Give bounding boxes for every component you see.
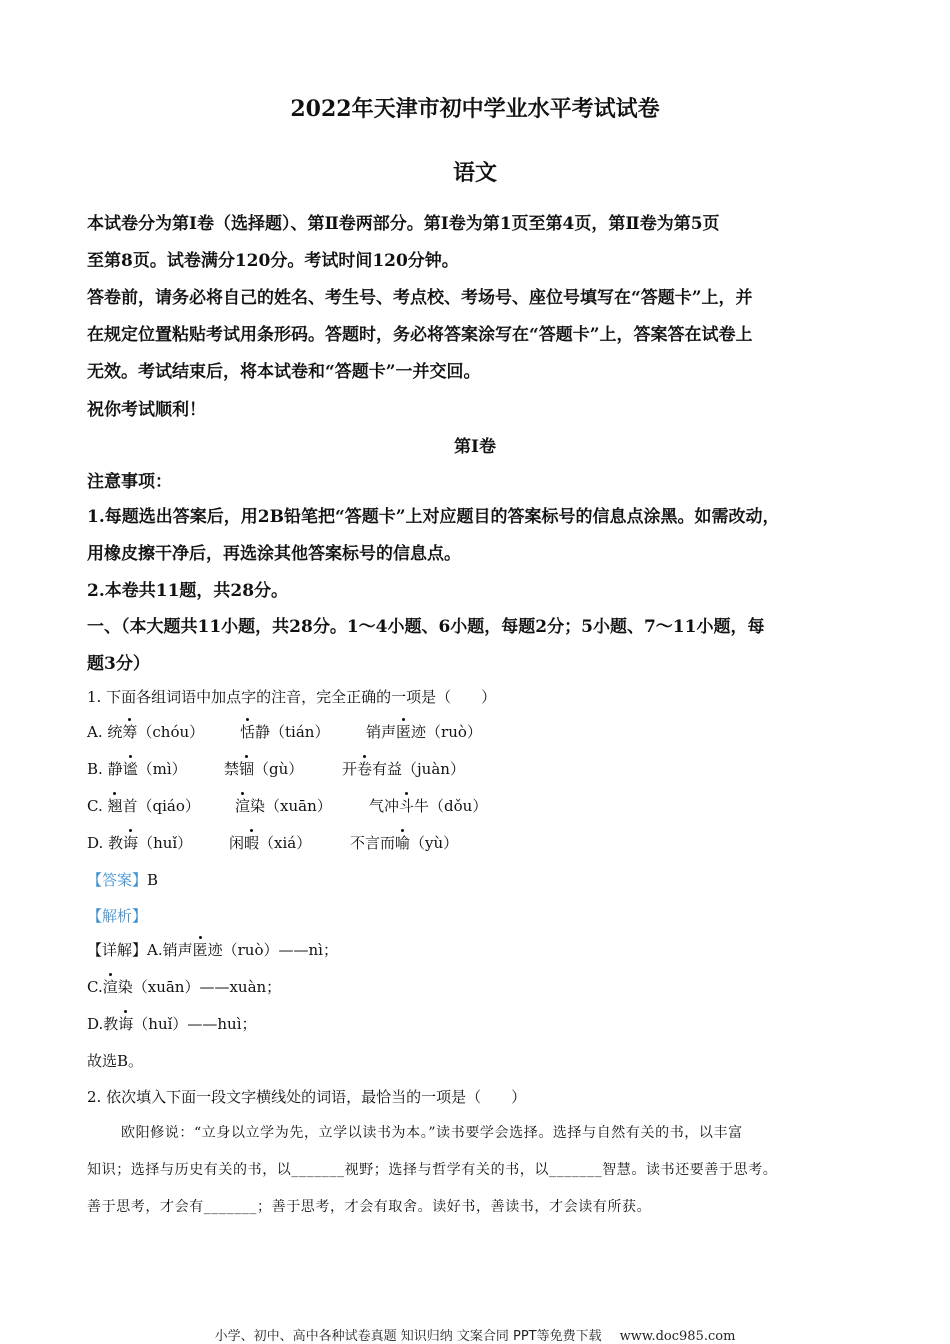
detail-line-d: D.教诲（huǐ）——huì； bbox=[87, 1015, 257, 1033]
conclusion: 故选B。 bbox=[87, 1052, 144, 1070]
option-label: C. bbox=[87, 797, 108, 815]
question-1-option-d-word-3: 不言而喻（yù） bbox=[350, 834, 459, 852]
question-1-option-a-word-3: 销声匿迹（ruò） bbox=[366, 723, 482, 741]
subject-title: 语文 bbox=[452, 160, 497, 186]
dotted-character: 斗 bbox=[399, 797, 415, 815]
dotted-character: 诲 bbox=[118, 1015, 134, 1033]
question-1-option-d: D. 教诲（huǐ） bbox=[87, 834, 193, 852]
option-label: B. bbox=[87, 760, 108, 778]
dotted-character: 锢 bbox=[239, 760, 255, 778]
intro-line-5: 无效。考试结束后，将本试卷和“答题卡”一并交回。 bbox=[87, 362, 481, 382]
dotted-character: 渲 bbox=[235, 797, 251, 815]
footer-text: 小学、初中、高中各种试卷真题 知识归纳 文案合同 PPT等免费下载 bbox=[214, 1329, 602, 1344]
note-1-line-1: 1.每题选出答案后，用2B铅笔把“答题卡”上对应题目的答案标号的信息点涂黑。如需改动， bbox=[87, 507, 780, 527]
dotted-character: 筹 bbox=[122, 723, 138, 741]
question-2-stem: 2. 依次填入下面一段文字横线处的词语，最恰当的一项是（ ） bbox=[87, 1088, 527, 1106]
question-1-option-a-word-2: 恬静（tián） bbox=[240, 723, 330, 741]
part1-heading: 第Ⅰ卷 bbox=[454, 437, 496, 457]
passage-line-2: 知识；选择与历史有关的书，以_______视野；选择与哲学有关的书，以_______智慧。读书还要善于思考。 bbox=[87, 1162, 778, 1178]
option-label: A. bbox=[87, 723, 108, 741]
question-1-option-c-word-2: 渲染（xuān） bbox=[235, 797, 332, 815]
passage-line-3: 善于思考，才会有_______；善于思考，才会有取舍。读好书，善读书，才会读有所获。 bbox=[87, 1199, 652, 1215]
question-1-option-c-word-3: 气冲斗牛（dǒu） bbox=[369, 797, 488, 815]
note-1-line-2: 用橡皮擦干净后，再选涂其他答案标号的信息点。 bbox=[87, 544, 461, 564]
intro-line-6: 祝你考试顺利！ bbox=[87, 400, 206, 420]
answer-line bbox=[87, 869, 158, 890]
dotted-character: 谧 bbox=[122, 760, 138, 778]
dotted-character: 诲 bbox=[123, 834, 139, 852]
dotted-character: 匿 bbox=[396, 723, 412, 741]
dotted-character: 恬 bbox=[240, 723, 256, 741]
intro-line-4: 在规定位置粘贴考试用条形码。答题时，务必将答案涂写在“答题卡”上，答案答在试卷上 bbox=[87, 325, 753, 345]
question-1-stem: 1. 下面各组词语中加点字的注音，完全正确的一项是（ ） bbox=[87, 688, 497, 706]
question-1-option-a: A. 统筹（chóu） bbox=[87, 723, 205, 741]
question-1-option-c: C. 翘首（qiáo） bbox=[87, 797, 200, 815]
intro-line-3: 答卷前，请务必将自己的姓名、考生号、考点校、考场号、座位号填写在“答题卡”上，并 bbox=[87, 288, 753, 308]
dotted-character: 卷 bbox=[357, 760, 373, 778]
section-one-line-2: 题3分） bbox=[87, 654, 150, 674]
dotted-character: 暇 bbox=[244, 834, 260, 852]
detail-line-a: 【详解】A.销声匿迹（ruò）——nì； bbox=[87, 941, 338, 959]
dotted-character: 翘 bbox=[107, 797, 123, 815]
option-label: D. bbox=[87, 834, 109, 852]
answer-value: B bbox=[147, 871, 159, 889]
notes-title: 注意事项： bbox=[87, 472, 172, 492]
question-1-option-b-word-3: 开卷有益（juàn） bbox=[342, 760, 465, 778]
footer-url[interactable]: www.doc985.com bbox=[619, 1329, 736, 1344]
dotted-character: 匿 bbox=[192, 941, 208, 959]
answer-tag: 【答案】 bbox=[87, 871, 148, 889]
analysis-tag: 【解析】 bbox=[87, 907, 148, 925]
page-footer bbox=[0, 1325, 950, 1344]
question-1-option-d-word-2: 闲暇（xiá） bbox=[229, 834, 312, 852]
note-2: 2.本卷共11题，共28分。 bbox=[87, 581, 289, 601]
document-title: 2022年天津市初中学业水平考试试卷 bbox=[290, 96, 660, 122]
intro-line-1: 本试卷分为第Ⅰ卷（选择题）、第Ⅱ卷两部分。第Ⅰ卷为第1页至第4页，第Ⅱ卷为第5页 bbox=[87, 214, 720, 234]
section-one-line-1: 一、（本大题共11小题，共28分。1～4小题、6小题，每题2分；5小题、7～11小题，每 bbox=[87, 617, 765, 637]
detail-line-c: C.渲染（xuān）——xuàn； bbox=[87, 978, 282, 996]
dotted-character: 喻 bbox=[395, 834, 411, 852]
passage-line-1: 欧阳修说：“立身以立学为先，立学以读书为本。”读书要学会选择。选择与自然有关的书，以丰富 bbox=[121, 1125, 743, 1141]
question-1-option-b: B. 静谧（mì） bbox=[87, 760, 187, 778]
dotted-character: 渲 bbox=[102, 978, 118, 996]
question-1-option-b-word-2: 禁锢（gù） bbox=[224, 760, 304, 778]
intro-line-2: 至第8页。试卷满分120分。考试时间120分钟。 bbox=[87, 251, 459, 271]
